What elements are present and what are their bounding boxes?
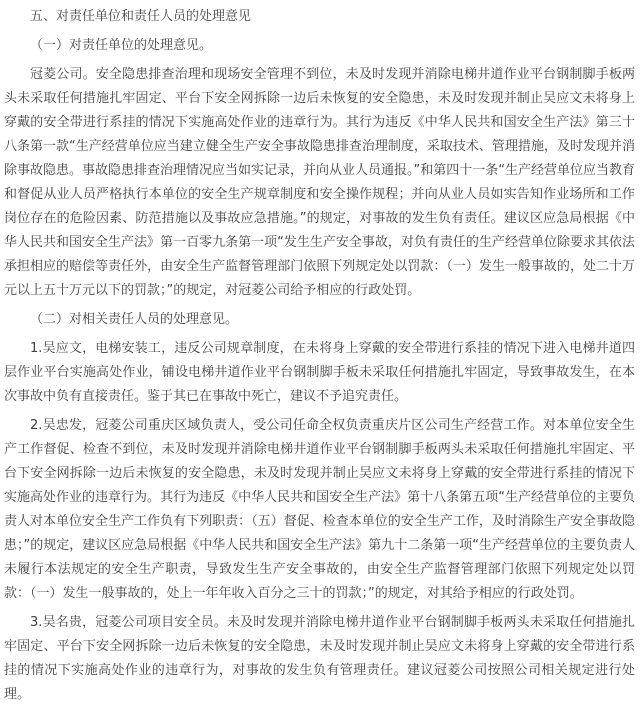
document-body	[0, 5, 640, 707]
subsection-2-title: （二）对相关责任人员的处理意见。	[30, 312, 239, 327]
paragraph-person-3: 3.吴名贵，冠菱公司项目安全员。未及时发现并消除电梯井道作业平台钢制脚手板两头未采取任何措施扎牢固定、平台下安全网拆除一边后未恢复的安全隐患，未及时发现并制止吴应文未将身上穿戴的安全带进行系挂的情况下实施高处作业的违章行为，对事故的发生负有管理责任。建议冠菱公司按照公司相关规定进行处理。	[4, 615, 635, 702]
subsection-1-title: （一）对责任单位的处理意见。	[30, 38, 213, 53]
paragraph-person-1: 1.吴应文，电梯安装工，违反公司规章制度，在未将身上穿戴的安全带进行系挂的情况下进入电梯井道四层作业平台实施高处作业，铺设电梯井道作业平台钢制脚手板未采取任何措施扎牢固定，导致事故发生，在本次事故中负有直接责任。鉴于其已在事故中死亡，建议不予追究责任。	[4, 341, 635, 404]
paragraph-responsible-unit: 冠菱公司。安全隐患排查治理和现场安全管理不到位，未及时发现并消除电梯井道作业平台钢制脚手板两头未采取任何措施扎牢固定、平台下安全网拆除一边后未恢复的安全隐患，未及时发现并制止吴应文未将身上穿戴的安全带进行系挂的情况下实施高处作业的违章行为。其行为违反《中华人民共和国安全生产法》第三十八条第一款“生产经营单位应当建立健全生产安全事故隐患排查治理制度，采取技术、管理措施，及时发现并消除事故隐患。事故隐患排查治理情况应当如实记录，并向从业人员通报。”和第四十一条“生产经营单位应当教育和督促从业人员严格执行本单位的安全生产规章制度和安全操作规程；并向从业人员如实告知作业场所和工作岗位存在的危险因素、防范措施以及事故应急措施。”的规定，对事故的发生负有责任。建议区应急局根据《中华人民共和国安全生产法》第一百零九条第一项“发生生产安全事故，对负有责任的生产经营单位除要求其依法承担相应的赔偿等责任外，由安全生产监督管理部门依照下列规定处以罚款：（一）发生一般事故的，处二十万元以上五十万元以下的罚款；”的规定，对冠菱公司给予相应的行政处罚。	[4, 67, 635, 298]
section-heading: 五、对责任单位和责任人员的处理意见	[30, 9, 252, 24]
paragraph-person-2: 2.吴忠发，冠菱公司重庆区域负责人，受公司任命全权负责重庆片区公司生产经营工作。对本单位安全生产工作督促、检查不到位，未及时发现并消除电梯井道作业平台钢制脚手板两头未采取任何措施扎牢固定、平台下安全网拆除一边后未恢复的安全隐患，未及时发现并制止吴应文未将身上穿戴的安全带进行系挂的情况下实施高处作业的违章行为。其行为违反《中华人民共和国安全生产法》第十八条第五项“生产经营单位的主要负责人对本单位安全生产工作负有下列职责：（五）督促、检查本单位的安全生产工作，及时消除生产安全事故隐患；”的规定，建议区应急局根据《中华人民共和国安全生产法》第九十二条第一项“生产经营单位的主要负责人未履行本法规定的安全生产职责，导致发生生产安全事故的，由安全生产监督管理部门依照下列规定处以罚款：（一）发生一般事故的，处上一年年收入百分之三十的罚款；”的规定，对其给予相应的行政处罚。	[4, 418, 635, 601]
